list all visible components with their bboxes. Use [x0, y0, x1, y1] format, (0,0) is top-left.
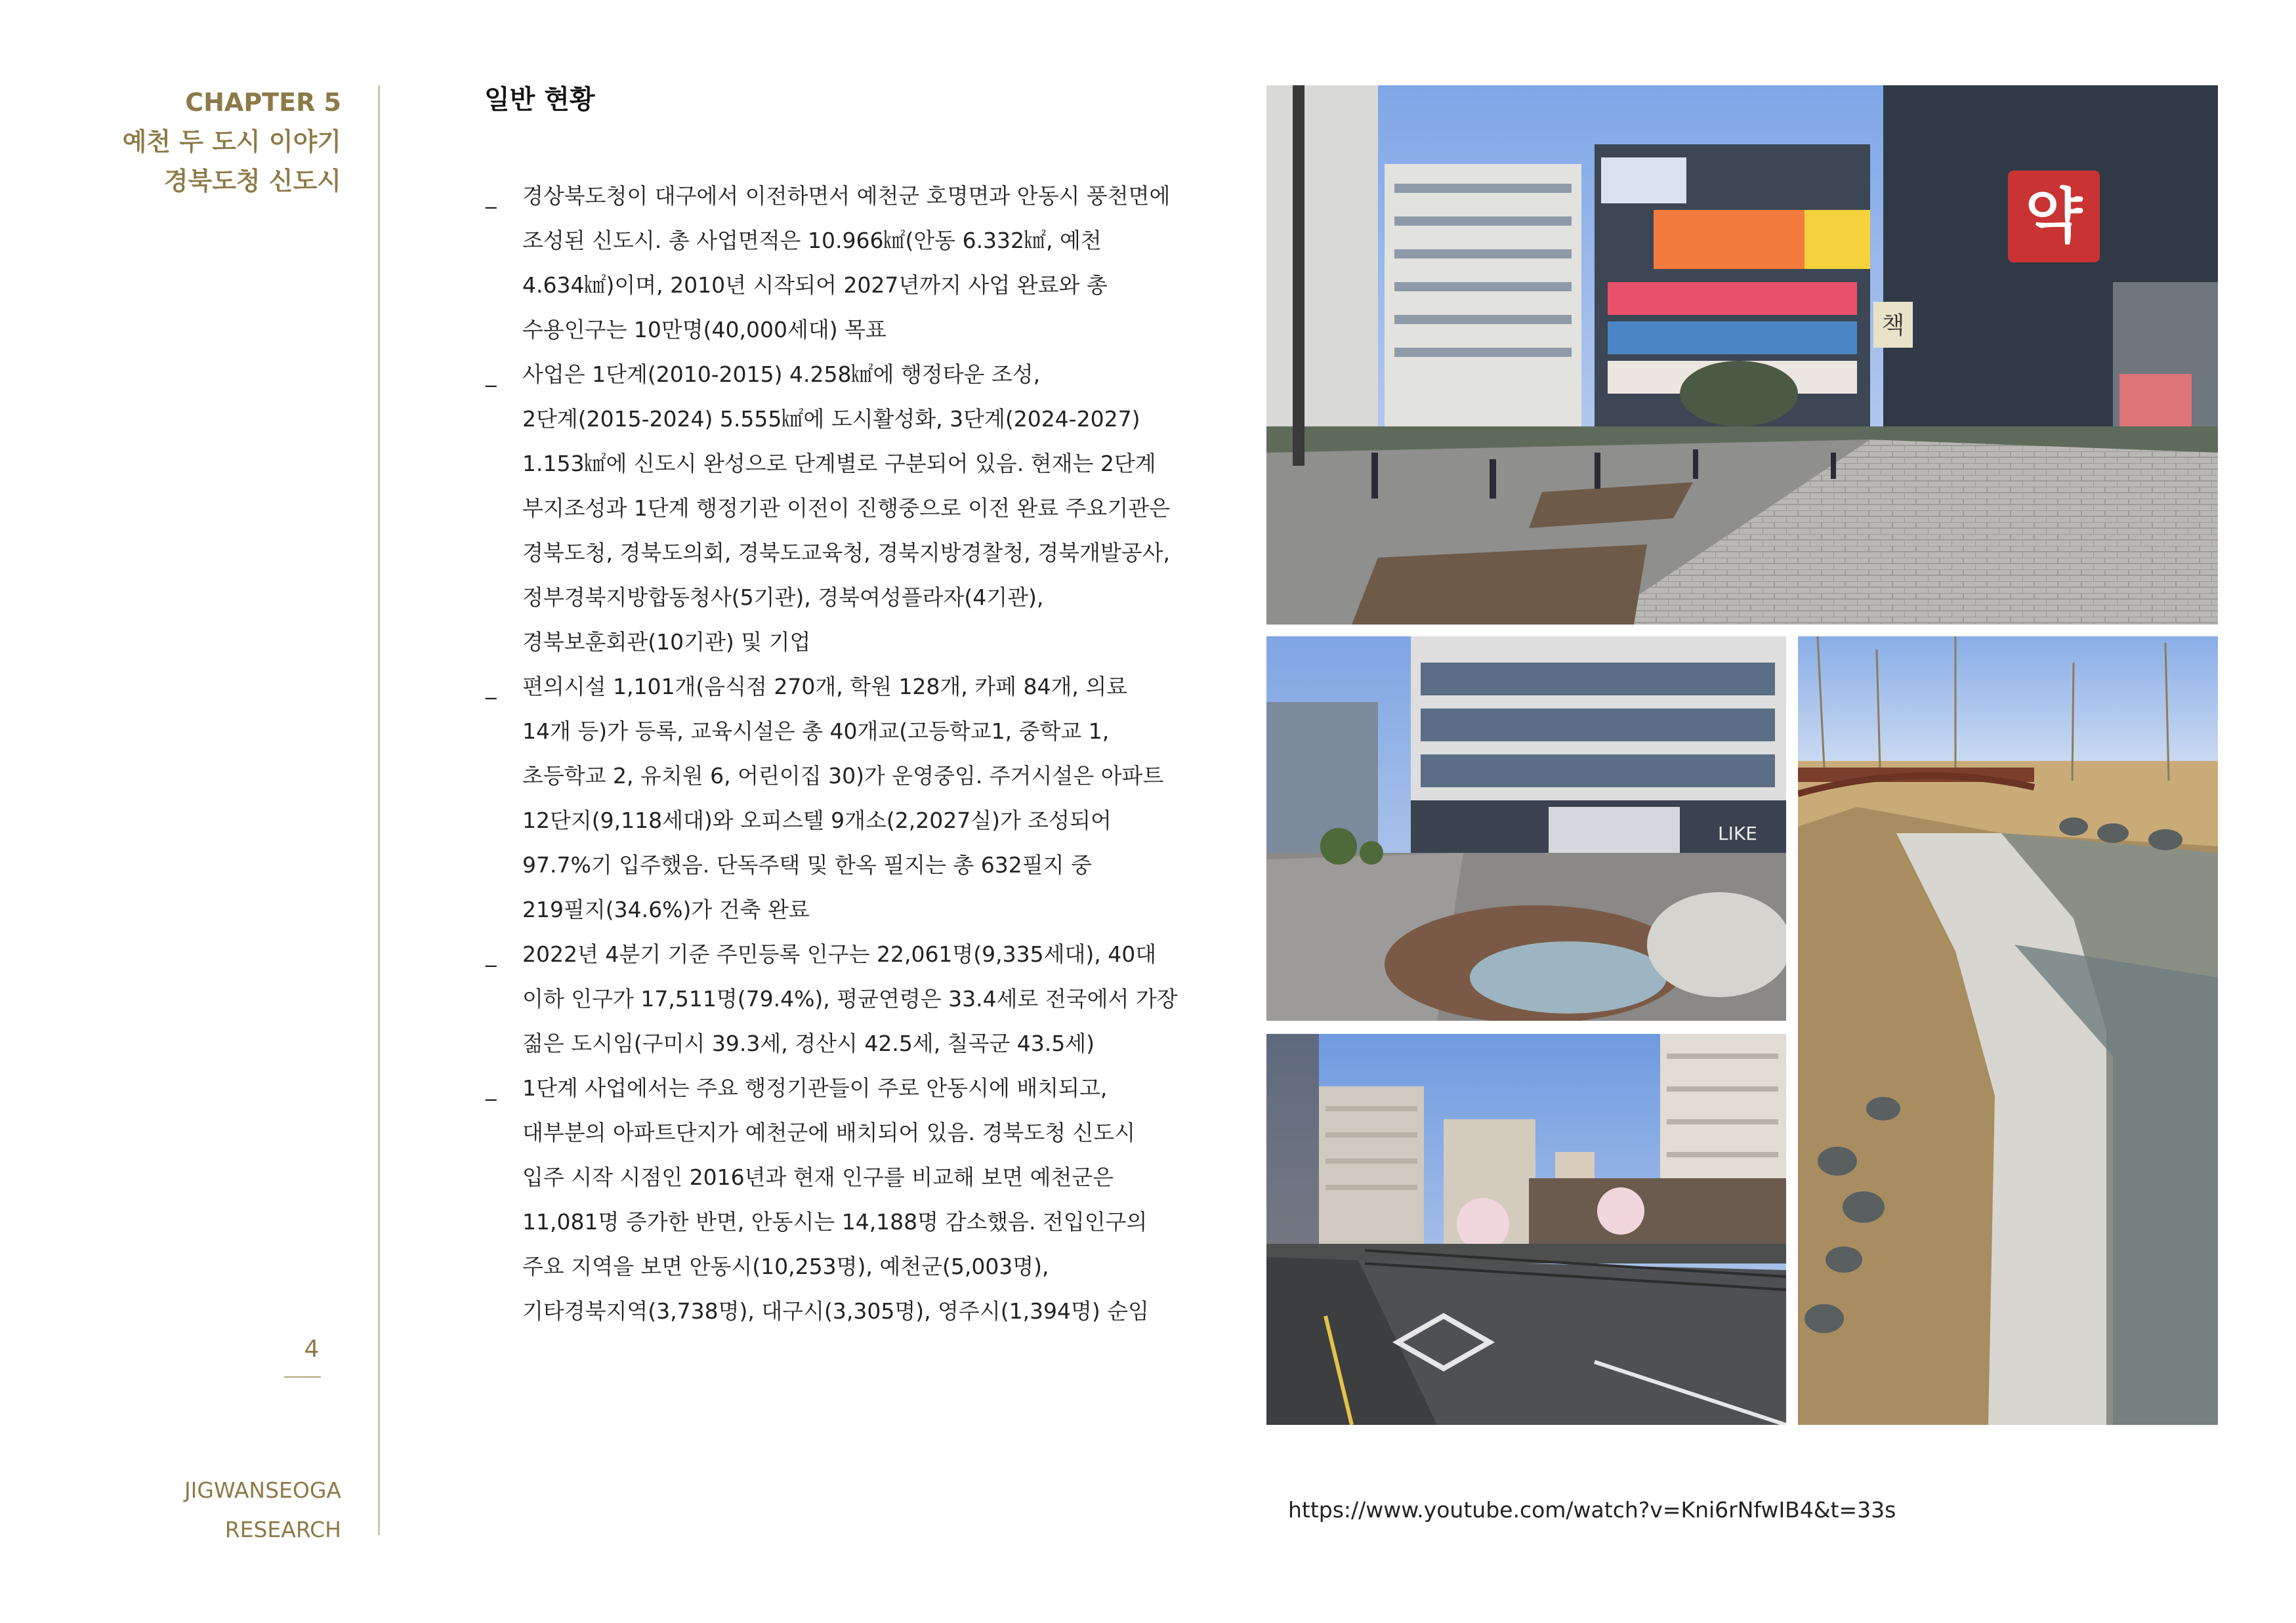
brand-name-2: RESEARCH [224, 1517, 341, 1542]
text-line: 2단계(2015-2024) 5.555㎢에 도시활성화, 3단계(2024-2027) [522, 406, 1140, 432]
text-line: 수용인구는 10만명(40,000세대) 목표 [522, 317, 887, 342]
text-line: 젊은 도시임(구미시 39.3세, 경산시 42.5세, 칠곡군 43.5세) [522, 1031, 1095, 1056]
vertical-divider [378, 85, 380, 1535]
text-line: 4.634㎢)이며, 2010년 시작되어 2027년까지 사업 완료와 총 [522, 272, 1108, 298]
photo-apartment-road [1266, 1034, 1786, 1425]
text-line: 부지조성과 1단계 행정기관 이전이 진행중으로 이전 완료 주요기관은 [522, 495, 1171, 521]
photo-stream [1798, 636, 2218, 1425]
chapter-subtitle: 예천 두 도시 이야기 [122, 127, 341, 156]
text-line: 219필지(34.6%)가 건축 완료 [522, 897, 810, 922]
text-line: 2022년 4분기 기준 주민등록 인구는 22,061명(9,335세대), 40대 [522, 941, 1157, 967]
list-item [484, 932, 1226, 1066]
text-line: 조성된 신도시. 총 사업면적은 10.966㎢(안동 6.332㎢, 예천 [522, 228, 1102, 253]
page-number-underline [284, 1376, 321, 1378]
text-line: 경북보훈회관(10기관) 및 기업 [522, 629, 811, 655]
text-line: 대부분의 아파트단지가 예천군에 배치되어 있음. 경북도청 신도시 [522, 1120, 1136, 1145]
text-line: 경북도청, 경북도의회, 경북도교육청, 경북지방경찰청, 경북개발공사, [522, 540, 1170, 565]
source-url[interactable]: https://www.youtube.com/watch?v=Kni6rNfwIB4&t=33s [1288, 1497, 1896, 1523]
text-line: 주요 지역을 보면 안동시(10,253명), 예천군(5,003명), [522, 1254, 1049, 1279]
book-sign-text: 책 [1881, 312, 1905, 339]
text-line: 1.153㎢에 신도시 완성으로 단계별로 구분되어 있음. 현재는 2단계 [522, 451, 1156, 476]
chapter-subtitle-2: 경북도청 신도시 [163, 167, 341, 195]
photo-street-pharmacy [1266, 85, 2218, 625]
bullet-mark: _ [486, 674, 497, 699]
text-line: 11,081명 증가한 반면, 안동시는 14,188명 감소했음. 전입인구의 [522, 1209, 1148, 1235]
brand-name: JIGWANSEOGA [184, 1477, 341, 1503]
photo-plaza [1266, 636, 1786, 1021]
bullet-mark: _ [486, 941, 497, 967]
pharmacy-sign-text: 약 [2025, 182, 2083, 251]
text-line: 편의시설 1,101개(음식점 270개, 학원 128개, 카페 84개, 의료 [522, 674, 1128, 699]
bullet-list [484, 174, 1226, 1334]
list-item [484, 352, 1226, 665]
chapter-label: CHAPTER 5 [185, 88, 341, 117]
sidebar [0, 0, 341, 1623]
page-number: 4 [304, 1336, 320, 1363]
section-title: 일반 현황 [484, 85, 595, 115]
text-line: 이하 인구가 17,511명(79.4%), 평균연령은 33.4세로 전국에서 가장 [522, 986, 1178, 1012]
text-line: 기타경북지역(3,738명), 대구시(3,305명), 영주시(1,394명) 순임 [522, 1298, 1150, 1324]
text-line: 입주 시작 시점인 2016년과 현재 인구를 비교해 보면 예천군은 [522, 1164, 1114, 1190]
list-item [484, 1066, 1226, 1334]
text-line: 12단지(9,118세대)와 오피스텔 9개소(2,2027실)가 조성되어 [522, 808, 1112, 833]
bullet-mark: _ [486, 183, 497, 209]
list-item [484, 665, 1226, 932]
bullet-mark: _ [486, 1075, 497, 1101]
text-line: 1단계 사업에서는 주요 행정기관들이 주로 안동시에 배치되고, [522, 1075, 1108, 1101]
text-line: 초등학교 2, 유치원 6, 어린이집 30)가 운영중임. 주거시설은 아파트 [522, 763, 1164, 789]
text-line: 14개 등)가 등록, 교육시설은 총 40개교(고등학교1, 중학교 1, [522, 718, 1110, 744]
text-line: 경상북도청이 대구에서 이전하면서 예천군 호명면과 안동시 풍천면에 [522, 183, 1171, 209]
bullet-mark: _ [486, 361, 497, 387]
like-sign-text: LIKE [1718, 823, 1757, 844]
text-line: 정부경북지방합동청사(5기관), 경북여성플라자(4기관), [522, 585, 1044, 610]
text-line: 사업은 1단계(2010-2015) 4.258㎢에 행정타운 조성, [522, 361, 1041, 387]
list-item [484, 174, 1226, 352]
text-line: 97.7%기 입주했음. 단독주택 및 한옥 필지는 총 632필지 중 [522, 852, 1092, 878]
